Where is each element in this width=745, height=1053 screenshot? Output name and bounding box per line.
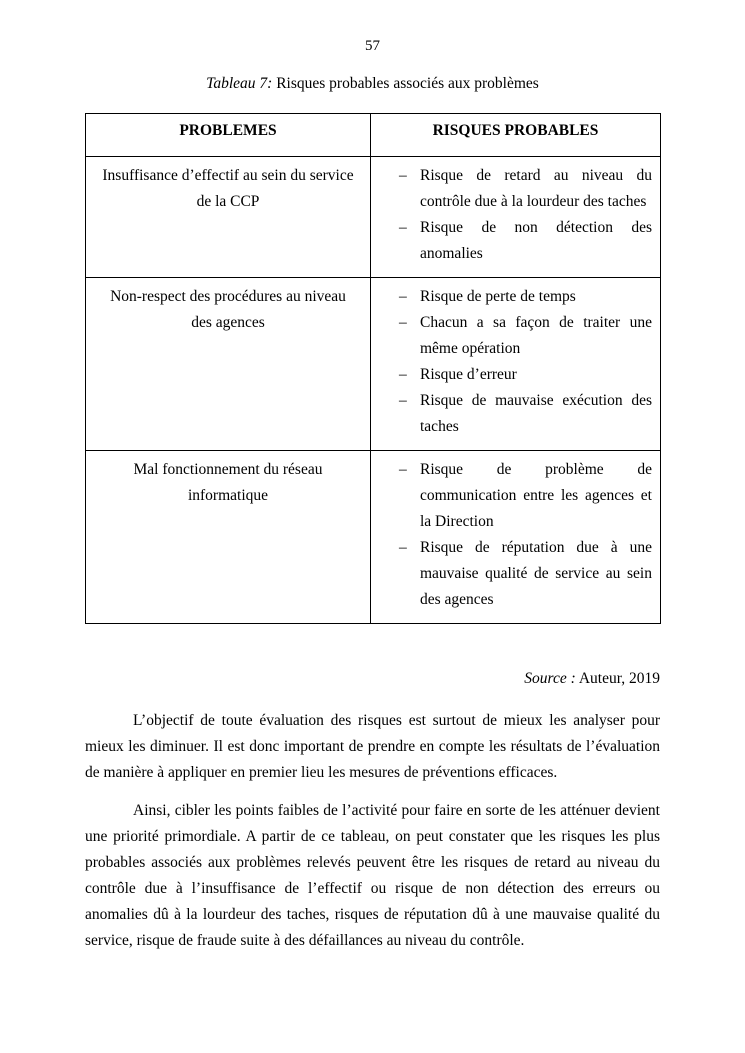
paragraph: L’objectif de toute évaluation des risques est surtout de mieux les analyser pour mieux les diminuer. Il est donc important de prendre en compte les résultats de l’évaluation de manière à appliquer en premier lieu les mesures de préventions efficaces. <box>85 712 660 781</box>
risks-table <box>85 113 661 624</box>
dash-bullet: – <box>399 314 407 331</box>
risk-text: Risque de réputation due à une mauvaise qualité de service au sein des agences <box>420 539 652 608</box>
risk-item <box>399 457 652 535</box>
dash-bullet: – <box>399 288 407 305</box>
dash-bullet: – <box>399 219 407 236</box>
dash-bullet: – <box>399 366 407 383</box>
problem-cell: Mal fonctionnement du réseau informatique <box>86 451 371 624</box>
risk-item <box>399 310 652 362</box>
paragraph: Ainsi, cibler les points faibles de l’activité pour faire en sorte de les atténuer devient une priorité primordiale. A partir de ce tableau, on peut constater que les risques les plus probables associés aux problèmes relevés peuvent être les risques de retard au niveau du contrôle due à l’insuffisance de l’effectif ou risque de non détection des erreurs ou anomalies dû à la lourdeur des taches, risques de réputation dû à une mauvaise qualité du service, risque de fraude suite à des défaillances au niveau du contrôle. <box>85 802 660 949</box>
dash-bullet: – <box>399 392 407 409</box>
dash-bullet: – <box>399 539 407 556</box>
risk-item <box>399 163 652 215</box>
risk-text: Risque de problème de communication entre les agences et la Direction <box>420 461 652 530</box>
risk-text: Chacun a sa façon de traiter une même opération <box>420 314 652 357</box>
source-line <box>85 666 660 692</box>
risk-item <box>399 284 652 310</box>
page-number: 57 <box>365 38 380 54</box>
body-text <box>85 708 660 954</box>
table-caption-label: Tableau 7: <box>206 75 273 92</box>
table-row <box>86 157 661 278</box>
risk-item <box>399 388 652 440</box>
risk-text: Risque de non détection des anomalies <box>420 219 652 262</box>
table-row <box>86 278 661 451</box>
risks-cell <box>371 451 661 624</box>
table-caption <box>85 75 660 93</box>
table-caption-text: Risques probables associés aux problèmes <box>272 75 539 92</box>
risk-text: Risque de mauvaise exécution des taches <box>420 392 652 435</box>
source-label: Source : <box>524 670 576 687</box>
source-value: Auteur, 2019 <box>575 670 660 687</box>
risk-text: Risque d’erreur <box>420 366 517 383</box>
risks-cell <box>371 278 661 451</box>
risk-item <box>399 215 652 267</box>
problem-cell: Non-respect des procédures au niveau des agences <box>86 278 371 451</box>
risk-text: Risque de perte de temps <box>420 288 576 305</box>
table-header-problems: PROBLEMES <box>86 114 371 157</box>
risk-item <box>399 362 652 388</box>
risks-cell <box>371 157 661 278</box>
risk-text: Risque de retard au niveau du contrôle due à la lourdeur des taches <box>420 167 652 210</box>
table-header-risks: RISQUES PROBABLES <box>371 114 661 157</box>
dash-bullet: – <box>399 461 407 478</box>
risk-item <box>399 535 652 613</box>
table-row <box>86 451 661 624</box>
dash-bullet: – <box>399 167 407 184</box>
problem-cell: Insuffisance d’effectif au sein du service de la CCP <box>86 157 371 278</box>
table-header-row <box>86 114 661 157</box>
